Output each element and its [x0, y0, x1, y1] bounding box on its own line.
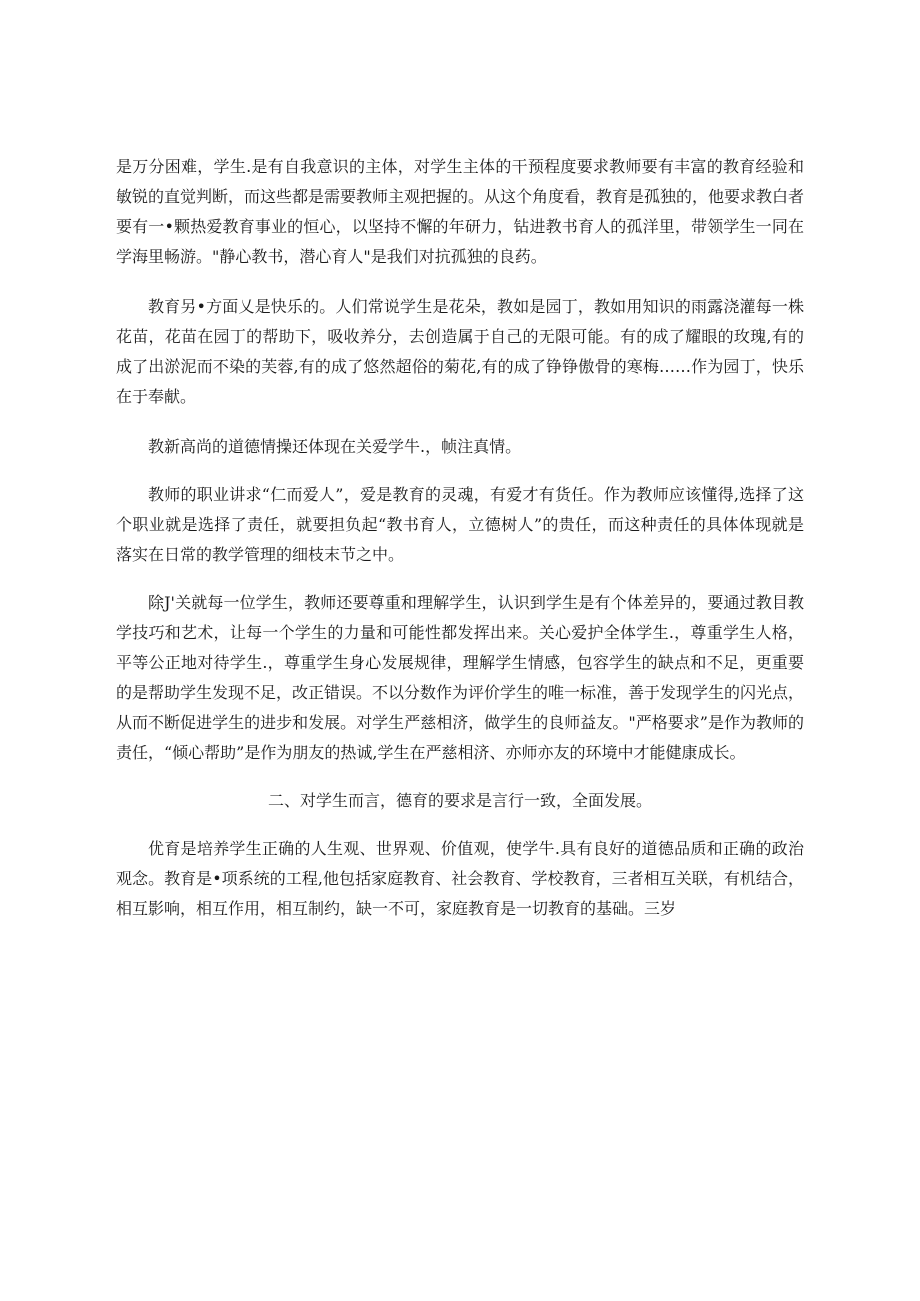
- paragraph-responsibility: 教师的职业讲求“仁而爱人”，爱是教育的灵魂，有爱才有货任。作为教师应该懂得,选择了这个职业就是选择了责任，就要担负起“教书育人，立德树人”的贵任，而这种责任的具体体现就是落实在日常的教学管理的细枝末节之中。: [116, 485, 804, 564]
- paragraph-care-intro: 教新高尚的道德情操还体现在关爱学牛.，帧注真情。: [148, 437, 522, 456]
- paragraph-solitude: 是万分困难，学生.是有自我意识的主体，对学生主体的干预程度要求教师要有丰富的教育经验和敏锐的直觉判断，而这些都是需要教师主观把握的。从这个角度看，教育是孤独的，他要求教白者要有一•颗热爱教育事业的恒心，以坚持不懈的年研力，钻进教书育人的孤洋里，带领学生一同在学海里畅游。"静心教书，潜心育人"是我们对抗孤独的良药。: [116, 157, 805, 266]
- section-heading: 二、对学生而言，德育的要求是言行一致，全面发展。: [267, 791, 652, 810]
- paragraph-moral-education: 优育是培养学生正确的人生观、世界观、价值观，使学牛.具有良好的道德品质和正确的政治观念。教育是•项系统的工程,他包括家庭教育、社会教育、学校教育，三者相互关联，有机结合，相互影响，相互作用，相互制约，缺一不可，家庭教育是一切教育的基础。三岁: [116, 839, 804, 918]
- paragraph-respect: 除J'关就每一位学生，教师还要尊重和理解学生，认识到学生是有个体差异的，要通过教目教学技巧和艺术，让每一个学生的力量和可能性都发挥出来。关心爱护全体学生.，尊重学生人格，平等公正地对待学生.，尊重学生身心发展规律，理解学生情感，包容学生的缺点和不足，更重要的是帮助学生发现不足，改正错误。不以分数作为评价学生的唯一标准，善于发现学生的闪光点，从而不断促进学生的进步和发展。对学生严慈相济，做学生的良师益友。"严格要求”是作为教师的责任，“倾心帮助”是作为朋友的热诚,学生在严慈相济、亦师亦友的环境中才能健康成长。: [116, 593, 805, 762]
- paragraph-joy: 教育另•方面乂是快乐的。人们常说学生是花朵，教如是园丁，教如用知识的雨露浇灌每一株花苗，花苗在园丁的帮助下，吸收养分，去创造属于自己的无限可能。有的成了耀眼的玫瑰,有的成了出淤泥而不染的芙蓉,有的成了悠然超俗的菊花,有的成了铮铮傲骨的寒梅……作为园丁，快乐在于奉献。: [116, 297, 804, 406]
- document-page: [116, 152, 804, 942]
